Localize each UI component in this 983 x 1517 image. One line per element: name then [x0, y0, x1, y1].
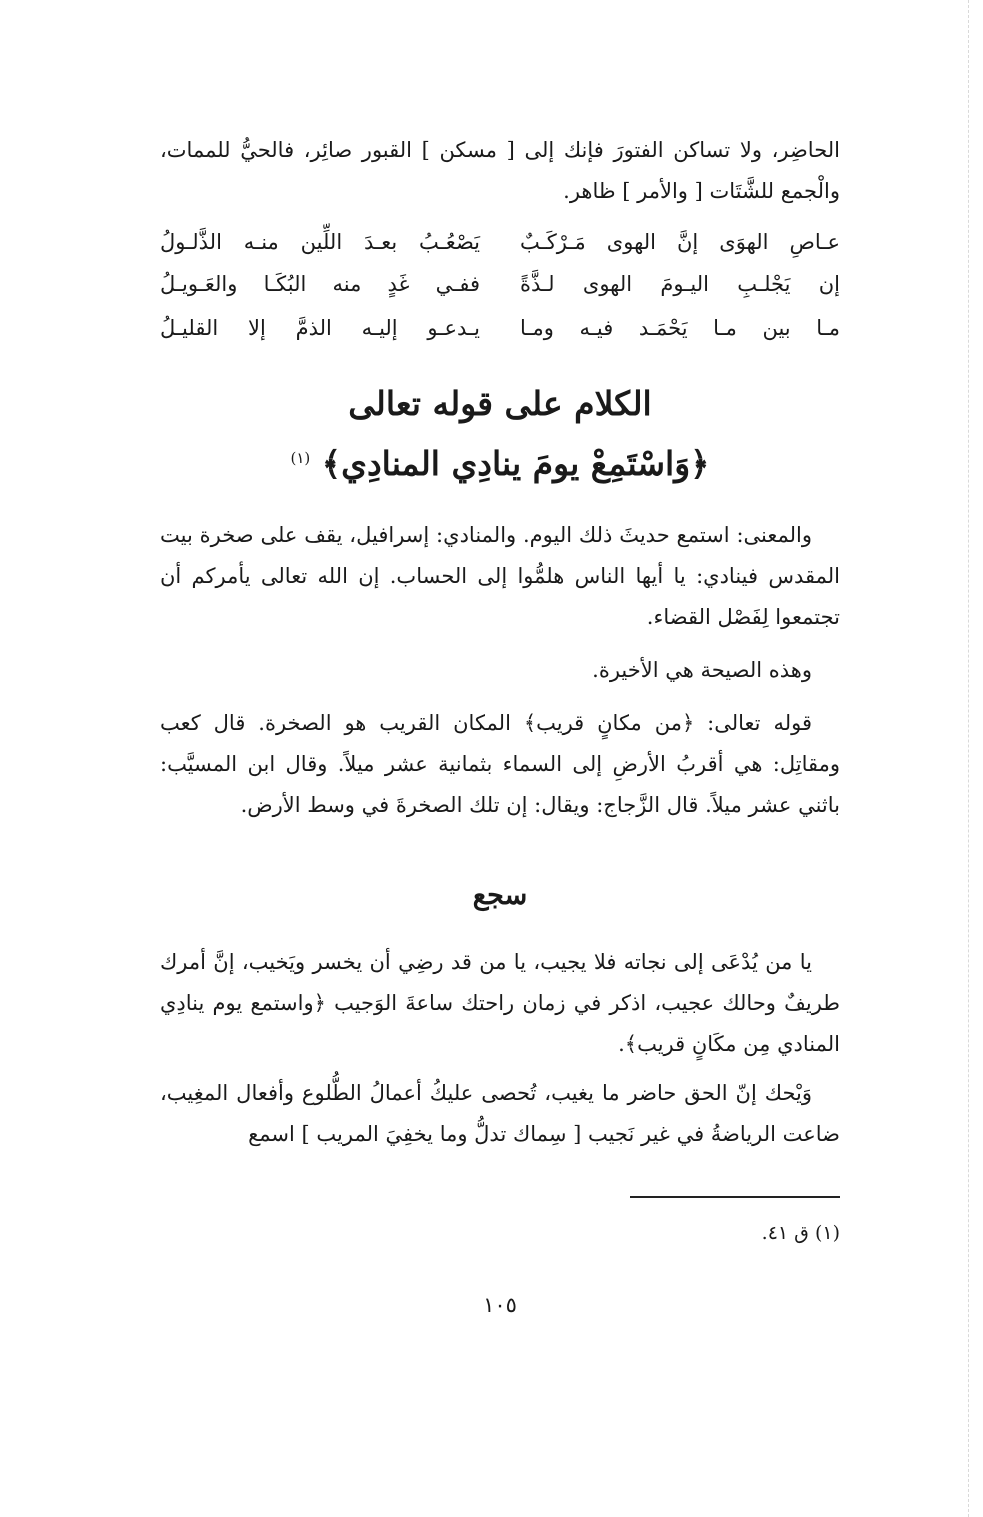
saj-paragraph-1: يا من يُدْعَى إلى نجاته فلا يجيب، يا من قد رضِي أن يخسر ويَخيب، إنَّ أمرك طريفٌ وحالك عجيب، اذكر في زمان راحتك ساعةَ الوَجيب ﴿واستمع يوم ينادِي المنادي مِن مكَانٍ قريب﴾.: [160, 950, 840, 1056]
footnote: (١) ق ٤١.: [761, 1222, 840, 1244]
commentary-paragraph-1: والمعنى: استمع حديثَ ذلك اليوم. والمنادي: إسرافيل، يقف على صخرة بيت المقدس فينادي: يا أيها الناس هلمُّوا إلى الحساب. إن الله تعالى يأمركم أن تجتمعوا لِفَصْل القضاء.: [160, 523, 840, 629]
page-edge-line: [967, 0, 969, 1517]
section-verse-title: [160, 432, 840, 490]
quoted-verse: ﴿وَاسْتَمِعْ يومَ ينادِي المنادِي﴾: [321, 444, 710, 483]
verse-3-first-hemistich: مـا بين مـا يَحْمَـد فيـه ومـا: [520, 316, 840, 340]
verse-1-second-hemistich: يَصْعُـبُ بعـدَ اللِّين منـه الذَّلـولُ: [160, 230, 480, 254]
verse-2-second-hemistich: ففـي غَدٍ منه البُكَـا والعَـويـلُ: [160, 272, 480, 296]
poem-verse-2: [160, 262, 840, 306]
section-title: الكلام على قوله تعالى: [348, 384, 652, 423]
commentary-block: [160, 515, 840, 826]
commentary-paragraph-2: وهذه الصيحة هي الأخيرة.: [592, 658, 812, 682]
footnote-divider: [630, 1196, 840, 1198]
saj-heading: سجع: [472, 880, 528, 911]
saj-block: [160, 942, 840, 1155]
commentary-paragraph-3: قوله تعالى: ﴿من مكانٍ قريب﴾ المكان القريب هو الصخرة. قال كعب ومقاتِل: هي أقربُ الأرضِ إلى السماء بثمانية عشر ميلاً. وقال ابن المسيَّب: باثني عشر ميلاً. قال الزَّجاج: ويقال: إن تلك الصخرةَ في وسط الأرض.: [160, 711, 840, 817]
opening-paragraph: الحاضِر، ولا تساكن الفتورَ فإنك إلى [ مسكن ] القبور صائِر، فالحيُّ للممات، والْجمع للشَّتَات [ والأمر ] ظاهر.: [160, 138, 840, 203]
verse-1-first-hemistich: عـاصِ الهوَى إنَّ الهوى مَـرْكَـبٌ: [520, 230, 840, 254]
poem-verse-3: [160, 306, 840, 350]
poem-verse-1: [160, 220, 840, 264]
saj-paragraph-2: وَيْحك إنّ الحق حاضر ما يغيب، تُحصى عليكُ أعمالُ الطُّلوع وأفعال المغِيب، ضاعت الرياضةُ في غير نَجيب [ سِماك تدلُّ وما يخفِيَ المريب ] اسمع: [160, 1081, 840, 1146]
page-number: ١٠٥: [483, 1293, 517, 1317]
footnote-marker: (١): [290, 449, 311, 467]
verse-3-second-hemistich: يـدعـو إليـه الذمَّ إلا القليـلُ: [160, 316, 480, 340]
opening-prose: [160, 130, 840, 212]
verse-2-first-hemistich: إن يَجْلـبِ اليـومَ الهوى لـذَّةً: [520, 272, 840, 296]
